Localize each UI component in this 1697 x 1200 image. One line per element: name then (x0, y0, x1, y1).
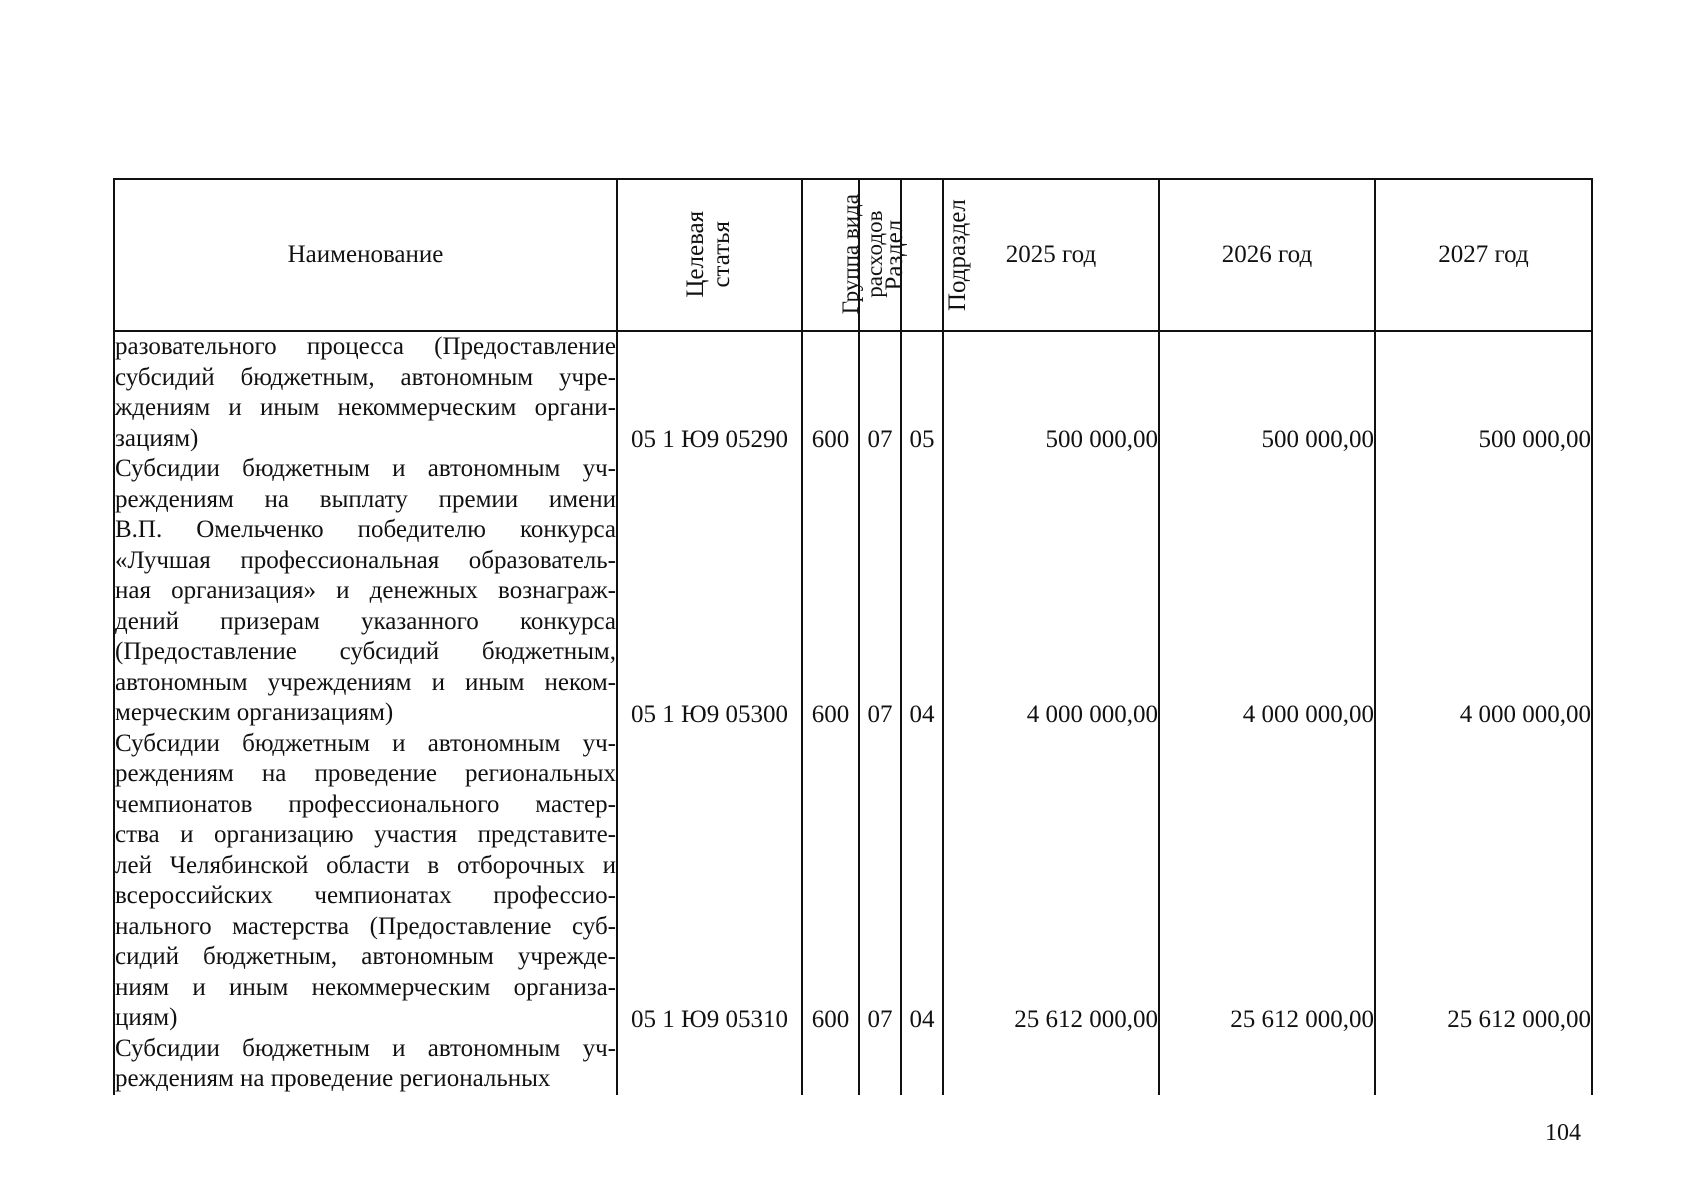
row-name (114, 331, 617, 454)
row-amount-2026: 500 000,00 (1159, 331, 1375, 454)
header-target-article: Целевая статья (617, 179, 802, 331)
row-name-line: В.П. Омельченко победителю конкурса (115, 516, 616, 543)
row-name-line: разовательного процесса (Предоставление (115, 333, 616, 360)
row-amount-2027: 500 000,00 (1375, 331, 1592, 454)
row-amount-2025: 4 000 000,00 (943, 454, 1159, 729)
row-amount-2027: 25 612 000,00 (1375, 729, 1592, 1034)
row-name-line: субсидий бюджетным, автономным учре- (115, 363, 616, 391)
header-row (114, 179, 1592, 331)
row-target-article: 05 1 Ю9 05290 (617, 331, 802, 454)
row-subsection: 04 (901, 454, 943, 729)
row-expense-group: 600 (802, 454, 859, 729)
row-subsection: 05 (901, 331, 943, 454)
row-name-line: Субсидии бюджетным и автономным уч- (115, 455, 616, 482)
row-name-line: циям) (115, 1004, 178, 1031)
table-row (114, 1034, 1592, 1095)
row-name-line: «Лучшая профессиональная образователь- (115, 546, 616, 574)
row-target-article: 05 1 Ю9 05310 (617, 729, 802, 1034)
row-name-line: ства и организацию участия представите- (115, 821, 616, 848)
row-amount-2027: 4 000 000,00 (1375, 454, 1592, 729)
header-2027: 2027 год (1375, 179, 1592, 331)
row-target-article: 05 1 Ю9 05300 (617, 454, 802, 729)
header-name: Наименование (114, 179, 617, 331)
row-amount-2025: 500 000,00 (943, 331, 1159, 454)
row-name-line: зациям) (115, 424, 199, 452)
row-name-line: нального мастерства (Предоставление суб- (115, 912, 616, 940)
row-name-line: дений призерам указанного конкурса (115, 607, 616, 635)
row-expense-group (802, 1034, 859, 1095)
row-name-line: автономным учреждениям и иным неком- (115, 668, 616, 696)
row-expense-group: 600 (802, 331, 859, 454)
row-name-line: ждениям и иным некоммерческим органи- (115, 394, 616, 421)
row-section: 07 (859, 729, 901, 1034)
row-amount-2026: 25 612 000,00 (1159, 729, 1375, 1034)
budget-table (113, 178, 1593, 1095)
row-section (859, 1034, 901, 1095)
page-number: 104 (1545, 1120, 1581, 1146)
row-subsection (901, 1034, 943, 1095)
row-name-line: сидий бюджетным, автономным учрежде- (115, 943, 616, 970)
row-name-line: реждениям на проведение региональных (115, 760, 616, 787)
row-name (114, 729, 617, 1034)
row-target-article (617, 1034, 802, 1095)
row-name-line: лей Челябинской области в отборочных и (115, 851, 616, 879)
row-name-line: ная организация» и денежных вознаграж- (115, 577, 616, 604)
header-expense-group: Группа вида расходов (802, 179, 859, 331)
row-name-line: реждениям на проведение региональных (115, 1065, 551, 1092)
header-2025: 2025 год (943, 179, 1159, 331)
row-name-line: Субсидии бюджетным и автономным уч- (115, 729, 616, 757)
table-row (114, 729, 1592, 1034)
row-name-line: ниям и иным некоммерческим организа- (115, 973, 616, 1001)
row-name-line: реждениям на выплату премии имени (115, 485, 616, 513)
table-row (114, 454, 1592, 729)
row-name-line: Субсидии бюджетным и автономным уч- (115, 1034, 616, 1062)
row-name-line: (Предоставление субсидий бюджетным, (115, 638, 616, 665)
row-name-line: чемпионатов профессионального мастер- (115, 790, 616, 818)
row-section: 07 (859, 331, 901, 454)
row-expense-group: 600 (802, 729, 859, 1034)
row-amount-2025 (943, 1034, 1159, 1095)
row-amount-2025: 25 612 000,00 (943, 729, 1159, 1034)
row-name (114, 1034, 617, 1095)
row-name (114, 454, 617, 729)
table-body (114, 331, 1592, 1095)
row-amount-2026: 4 000 000,00 (1159, 454, 1375, 729)
header-section: Раздел (859, 179, 901, 331)
header-2026: 2026 год (1159, 179, 1375, 331)
header-subsection: Подраздел (901, 179, 943, 331)
row-section: 07 (859, 454, 901, 729)
row-subsection: 04 (901, 729, 943, 1034)
row-name-line: всероссийских чемпионатах профессио- (115, 882, 616, 909)
table-row (114, 331, 1592, 454)
row-amount-2027 (1375, 1034, 1592, 1095)
row-name-line: мерческим организациям) (115, 699, 394, 726)
row-amount-2026 (1159, 1034, 1375, 1095)
